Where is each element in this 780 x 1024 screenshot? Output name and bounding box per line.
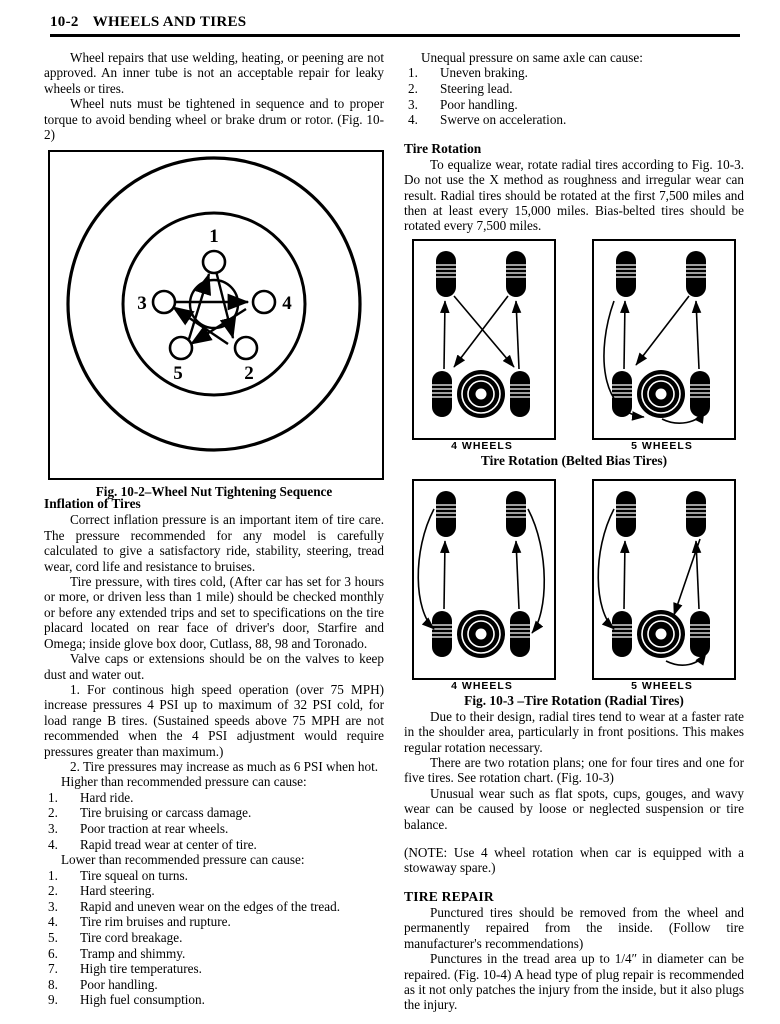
figure-bias-4-wheels bbox=[412, 239, 556, 440]
lug-number-2: 2 bbox=[244, 363, 254, 384]
list-item-text: Hard steering. bbox=[80, 883, 155, 899]
lug-number-5: 5 bbox=[173, 363, 183, 384]
list-item: 1. Hard ride. bbox=[48, 789, 134, 805]
arrow-lr-to-lf bbox=[624, 301, 625, 369]
spacer bbox=[404, 832, 744, 845]
paragraph-punctured-tires: Punctured tires should be removed from the wheel and permanently repaired from the inside. (Follow tire manufacturer's recommendations) bbox=[404, 904, 744, 951]
wheel-hub-circle bbox=[190, 280, 238, 328]
label-bias-5-wheels: 5 WHEELS bbox=[631, 440, 693, 452]
arrow-rf-curve-to-rr bbox=[528, 509, 544, 633]
tire-left-rear bbox=[612, 371, 632, 417]
arrow-rf-to-lr bbox=[636, 296, 689, 365]
figure-radial-5-wheels bbox=[592, 479, 736, 680]
arrow-rr-to-rf bbox=[696, 301, 699, 369]
tire-left-rear bbox=[432, 611, 452, 657]
tire-left-front bbox=[436, 491, 456, 537]
paragraph-correct-inflation: Correct inflation pressure is an important item of tire care. The pressure recommended for any model is carefully calculated to give a satisfactory ride, stability, steering, tread wear, cord life and resistance to bruises. bbox=[44, 512, 384, 574]
paragraph-high-speed: 1. For continous high speed operation (over 75 MPH) increase pressures 4 PSI up to maximum of 32 PSI cold, for load range B tires. (Sustained speeds above 75 MPH are not recommended when the 4 PSI adjustment would require pressures greater than maximum.) bbox=[44, 681, 384, 759]
spacer bbox=[404, 876, 744, 889]
list-item-text: Tramp and shimmy. bbox=[80, 945, 186, 961]
arrow-rr-to-rf bbox=[516, 301, 519, 369]
tires bbox=[612, 251, 710, 418]
lug-number-4: 4 bbox=[282, 293, 292, 314]
paragraph-pressure-increase-hot: 2. Tire pressures may increase as much as 6 PSI when hot. bbox=[70, 758, 379, 774]
bias-4-wheel-diagram bbox=[414, 241, 550, 434]
tire-left-front bbox=[616, 491, 636, 537]
tire-right-rear bbox=[690, 611, 710, 657]
tire-right-front bbox=[686, 251, 706, 297]
arrow-lr-to-lf bbox=[444, 301, 445, 369]
label-radial-4-wheels: 4 WHEELS bbox=[451, 680, 513, 692]
rotation-arrows bbox=[444, 296, 519, 369]
lug-number-1: 1 bbox=[209, 226, 219, 247]
lug-number-3: 3 bbox=[137, 293, 147, 314]
tire-right-rear bbox=[510, 371, 530, 417]
list-item: 3. Rapid and uneven wear on the edges of the tread. bbox=[48, 898, 340, 914]
list-item-text: Rapid and uneven wear on the edges of the tread. bbox=[80, 898, 340, 914]
list-item-text: Poor traction at rear wheels. bbox=[80, 820, 229, 836]
tire-left-front bbox=[616, 251, 636, 297]
paragraph-wheel-repairs: Wheel repairs that use welding, heating, or peening are not approved. An inner tube is not an acceptable repair for leaky wheels or tires. bbox=[44, 50, 384, 96]
tire-right-rear bbox=[510, 611, 530, 657]
caption-belted-bias-tires: Tire Rotation (Belted Bias Tires) bbox=[480, 453, 668, 468]
spacer bbox=[404, 128, 744, 141]
label-radial-5-wheels: 5 WHEELS bbox=[631, 680, 693, 692]
radial-5-wheel-diagram bbox=[594, 481, 730, 674]
paragraph-tire-pressure-cold: Tire pressure, with tires cold, (After car has set for 3 hours or more, or driven less than 1 mile) should be checked monthly or before any extended trips and set to specifications on the tire placard located on rear face of driver's door, Starfire and Omega; inside glove box door, Cutlass, 88, 98 and Toronado. bbox=[44, 574, 384, 651]
list-item-text: Uneven braking. bbox=[440, 65, 528, 81]
list-item: 3. Poor traction at rear wheels. bbox=[48, 820, 229, 836]
list-item-text: High tire temperatures. bbox=[80, 961, 202, 977]
list-unequal-pressure bbox=[404, 65, 744, 127]
paragraph-valve-caps: Valve caps or extensions should be on the valves to keep dust and water out. bbox=[44, 651, 384, 682]
spare-wheel bbox=[457, 370, 505, 418]
list-item: 6. Tramp and shimmy. bbox=[48, 945, 186, 961]
lug-nut-2 bbox=[235, 337, 257, 359]
tire-left-rear bbox=[612, 611, 632, 657]
spare-wheel bbox=[637, 370, 685, 418]
tire-right-front bbox=[686, 491, 706, 537]
arrow-lf-curve-to-lr bbox=[418, 509, 434, 629]
paragraph-wheel-nuts: Wheel nuts must be tightened in sequence and to proper torque to avoid bending wheel or brake drum or rotor. (Fig. 10-2) bbox=[44, 96, 384, 143]
radial-4-wheel-diagram bbox=[414, 481, 550, 674]
page-header-line bbox=[50, 14, 740, 31]
list-item: 1. Uneven braking. bbox=[408, 65, 528, 81]
wheel-outer-circle bbox=[68, 158, 360, 450]
heading-tire-repair: TIRE REPAIR bbox=[404, 888, 494, 904]
list-item-text: Tire squeal on turns. bbox=[80, 867, 188, 883]
paragraph-punctures-tread: Punctures in the tread area up to 1/4″ in diameter can be repaired. (Fig. 10-4) A head type of plug repair is recommended as it not only patches the injury from the inside, but it also plugs the injury. bbox=[404, 951, 744, 1013]
lead-lower-pressure: Lower than recommended pressure can cause: bbox=[61, 852, 305, 868]
heading-tire-rotation: Tire Rotation bbox=[404, 140, 482, 156]
arrow-rf-to-spare bbox=[674, 539, 700, 615]
tire-right-front bbox=[506, 251, 526, 297]
list-item: 1. Tire squeal on turns. bbox=[48, 867, 188, 883]
list-item-text: Tire cord breakage. bbox=[80, 929, 183, 945]
paragraph-rotation-plans: There are two rotation plans; one for four tires and one for five tires. See rotation chart. (Fig. 10-3) bbox=[404, 755, 744, 786]
list-item: 4. Rapid tread wear at center of tire. bbox=[48, 836, 257, 852]
list-item-text: Poor handling. bbox=[440, 96, 518, 112]
label-bias-4-wheels: 4 WHEELS bbox=[451, 440, 513, 452]
list-lower-pressure bbox=[44, 868, 384, 1008]
figure-radial-4-wheels bbox=[412, 479, 556, 680]
lug-nut-4 bbox=[253, 291, 275, 313]
page-header bbox=[50, 14, 740, 31]
wheel-nut-diagram bbox=[50, 152, 378, 474]
list-higher-pressure bbox=[44, 790, 384, 852]
list-item: 2. Steering lead. bbox=[408, 81, 513, 96]
note-stowaway-spare: (NOTE: Use 4 wheel rotation when car is equipped with a stowaway spare.) bbox=[404, 845, 744, 876]
lug-nuts bbox=[153, 251, 275, 359]
list-item: 5. Tire cord breakage. bbox=[48, 929, 183, 945]
arrow-lr-to-lf bbox=[444, 541, 445, 609]
tire-left-rear bbox=[432, 371, 452, 417]
tire-right-front bbox=[506, 491, 526, 537]
arrow-lr-to-lf bbox=[624, 541, 625, 609]
tires bbox=[612, 491, 710, 658]
heading-inflation-of-tires: Inflation of Tires bbox=[44, 496, 141, 512]
lead-higher-pressure: Higher than recommended pressure can cause: bbox=[61, 774, 307, 790]
tire-left-front bbox=[436, 251, 456, 297]
list-item-text: Tire bruising or carcass damage. bbox=[80, 805, 252, 821]
tires bbox=[432, 491, 530, 658]
arrow-rr-to-rf bbox=[516, 541, 519, 609]
list-item-text: Tire rim bruises and rupture. bbox=[80, 914, 231, 930]
figure-10-2-caption: Fig. 10-2–Wheel Nut Tightening Sequence bbox=[95, 484, 333, 499]
list-item-text: Steering lead. bbox=[440, 81, 513, 96]
spare-wheel bbox=[637, 610, 685, 658]
paragraph-unusual-wear: Unusual wear such as flat spots, cups, gouges, and wavy wear can be caused by loose or neglected suspension or tire balance. bbox=[404, 785, 744, 832]
paragraph-tire-rotation: To equalize wear, rotate radial tires according to Fig. 10-3. Do not use the X method as roughness and irregular wear can result. Radial tires should be rotated at the first 7,500 miles and then at least every 15,000 miles. Bias-belted tires should be rotated every 7,500 miles. bbox=[404, 156, 744, 234]
list-item: 2. Hard steering. bbox=[48, 883, 155, 899]
lug-nut-3 bbox=[153, 291, 175, 313]
list-item: 4. Swerve on acceleration. bbox=[408, 112, 567, 128]
list-item-text: High fuel consumption. bbox=[80, 992, 205, 1008]
list-item-text: Poor handling. bbox=[80, 976, 158, 992]
list-item: 8. Poor handling. bbox=[48, 976, 158, 992]
figure-bias-5-wheels bbox=[592, 239, 736, 440]
arrow-lf-curve-to-lr bbox=[598, 509, 614, 629]
list-item-text: Swerve on acceleration. bbox=[440, 112, 567, 128]
tires bbox=[432, 251, 530, 418]
figure-10-2-wheel-nut-sequence bbox=[48, 150, 384, 480]
page-number: 10-2 bbox=[50, 14, 79, 30]
header-rule bbox=[50, 34, 740, 37]
tire-right-rear bbox=[690, 371, 710, 417]
caption-figure-10-3: Fig. 10-3 –Tire Rotation (Radial Tires) bbox=[464, 693, 684, 708]
lug-nut-1 bbox=[203, 251, 225, 273]
lug-nut-5 bbox=[170, 337, 192, 359]
list-item: 3. Poor handling. bbox=[408, 96, 518, 112]
list-item: 7. High tire temperatures. bbox=[48, 961, 202, 977]
list-item-text: Rapid tread wear at center of tire. bbox=[80, 836, 257, 852]
paragraph-radial-wear: Due to their design, radial tires tend to wear at a faster rate in the shoulder area, particularly in front positions. This makes regular rotation necessary. bbox=[404, 708, 744, 755]
list-item-text: Hard ride. bbox=[80, 789, 134, 805]
list-item: 9. High fuel consumption. bbox=[48, 992, 205, 1008]
list-item: 4. Tire rim bruises and rupture. bbox=[48, 914, 231, 930]
page-title: WHEELS AND TIRES bbox=[92, 14, 247, 30]
bias-5-wheel-diagram bbox=[594, 241, 730, 434]
lead-unequal-pressure: Unequal pressure on same axle can cause: bbox=[421, 50, 643, 65]
spare-wheel bbox=[457, 610, 505, 658]
list-item: 2. Tire bruising or carcass damage. bbox=[48, 805, 252, 821]
